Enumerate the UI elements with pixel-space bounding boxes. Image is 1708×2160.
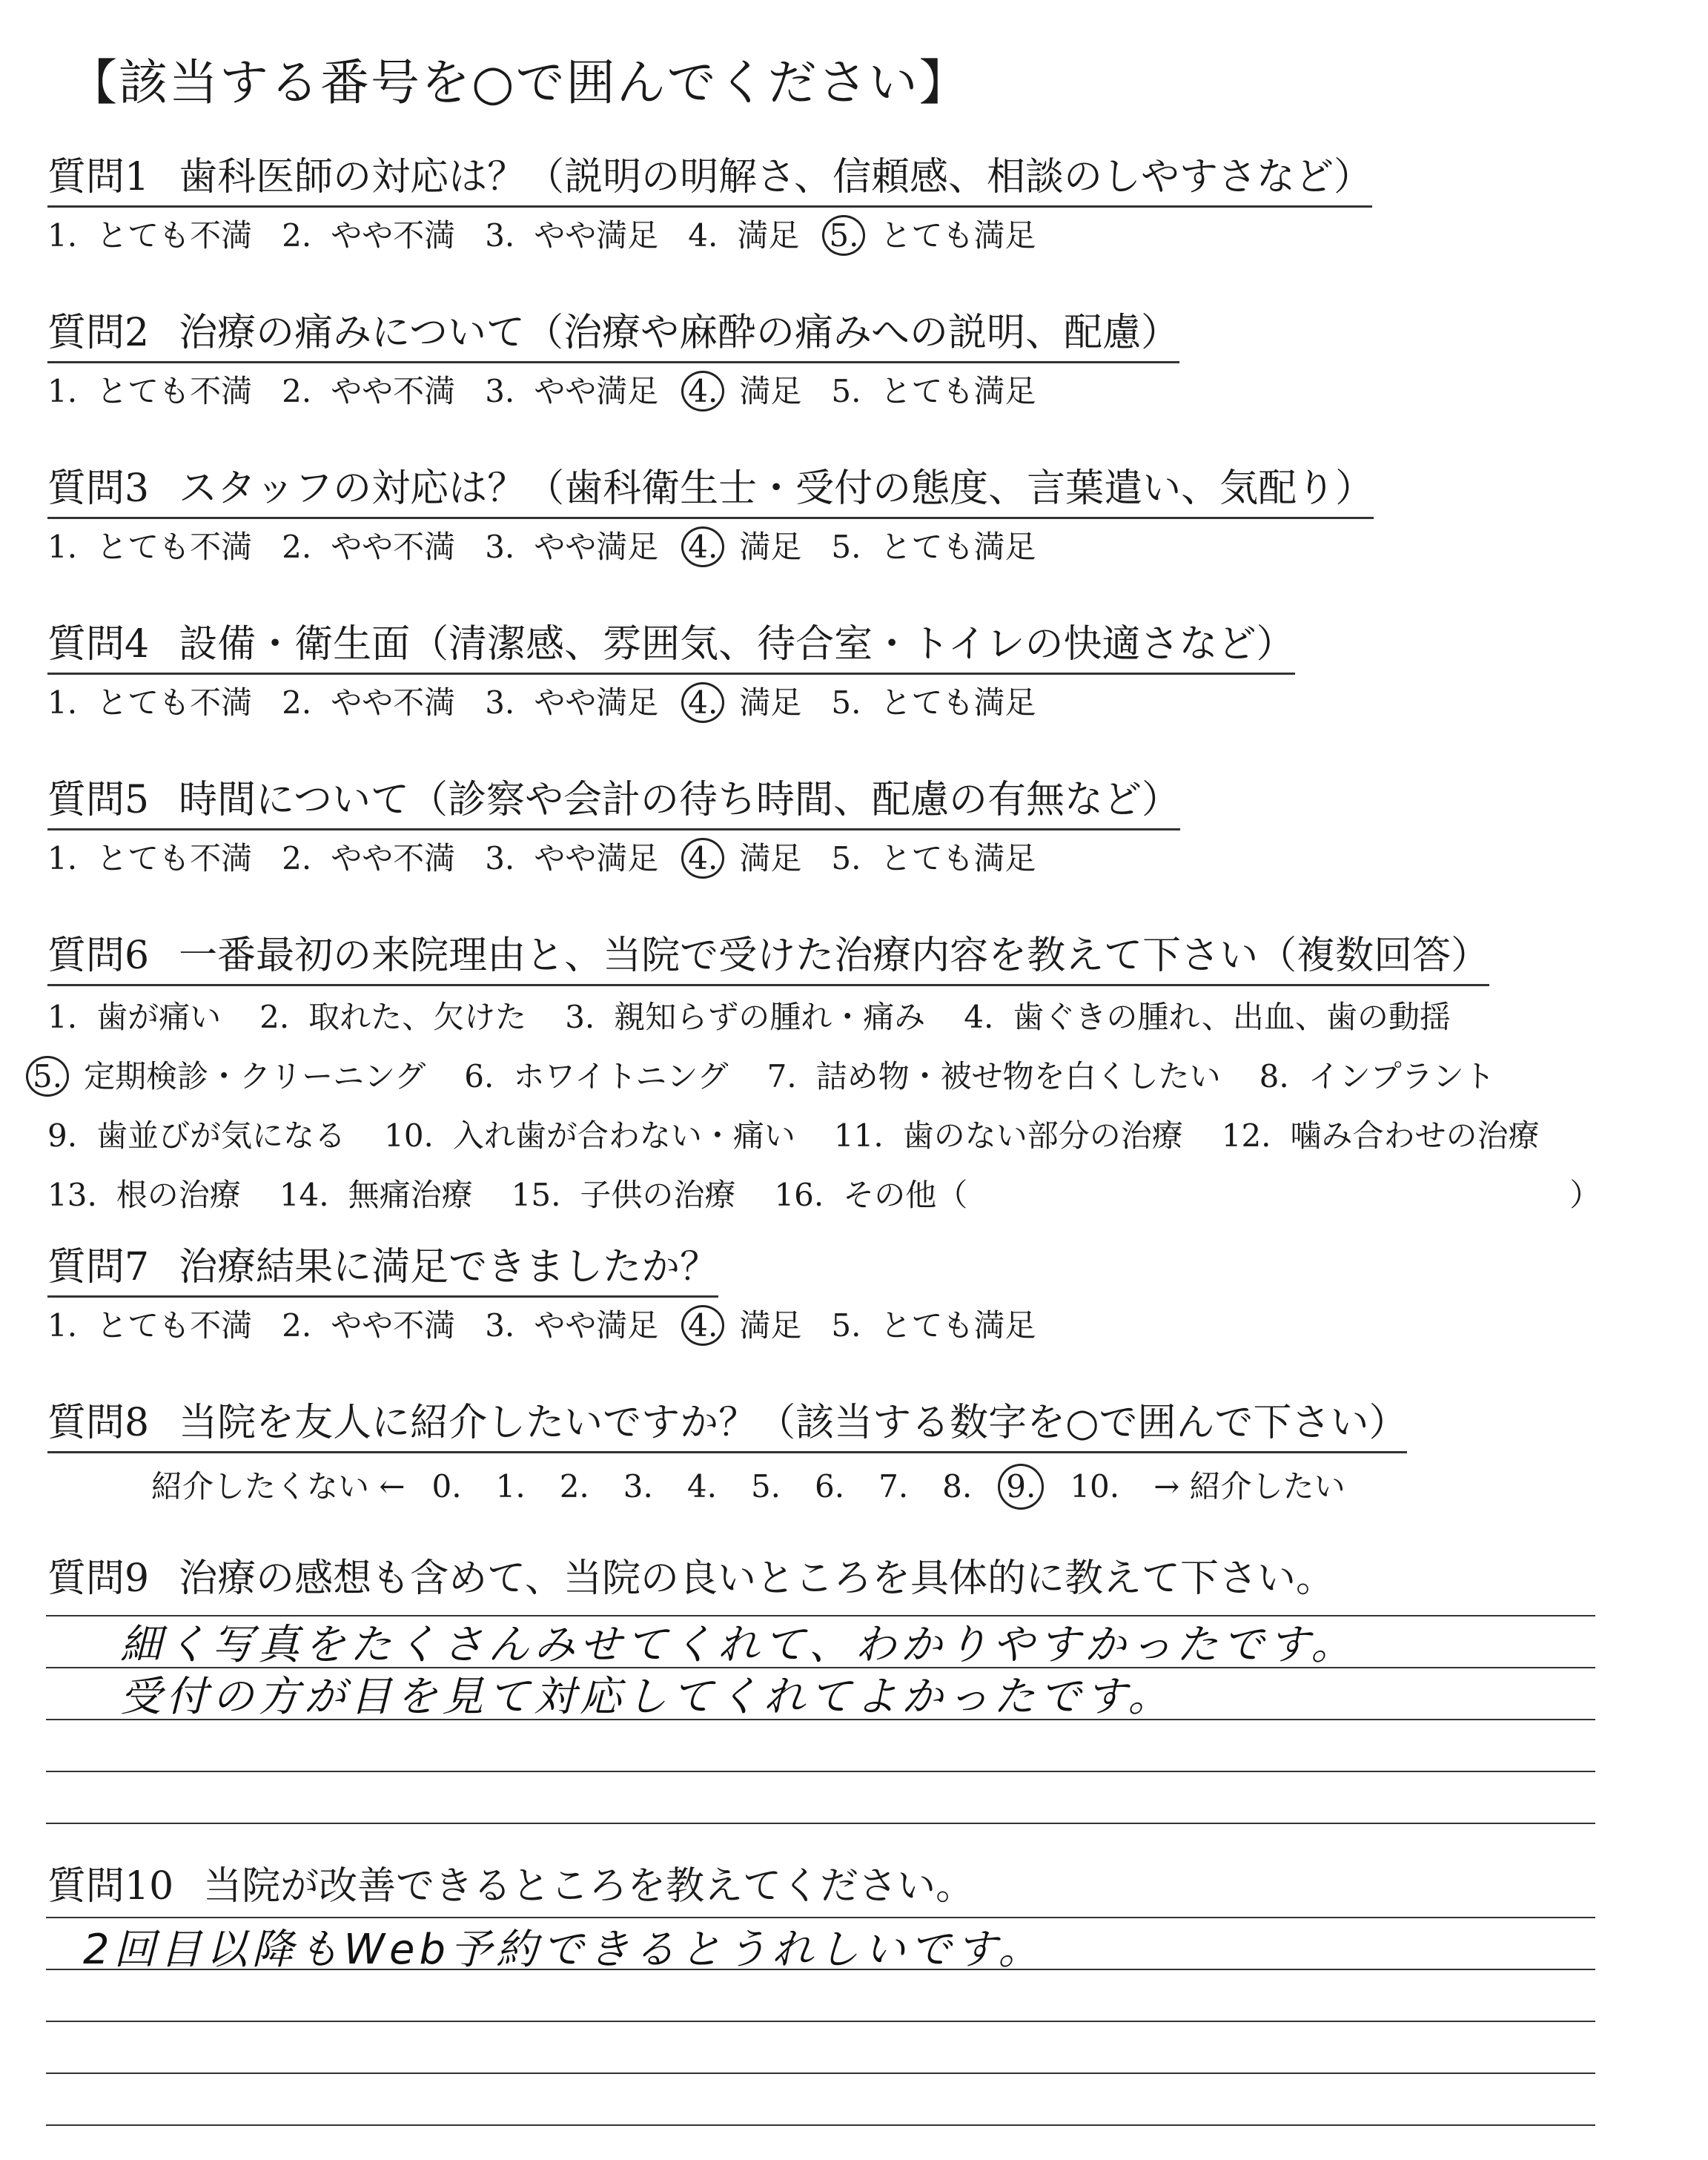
circled-option-number: 4. xyxy=(681,526,724,567)
option-number: 5. xyxy=(831,529,861,565)
rating-options xyxy=(47,215,1372,257)
rating-option-2[interactable] xyxy=(282,1305,455,1347)
option-number: 10. xyxy=(384,1117,434,1154)
question-text: 設備・衛生面（清潔感、雰囲気、待合室・トイレの快適さなど） xyxy=(179,622,1295,667)
question-title xyxy=(47,463,1374,519)
option-number: 2. xyxy=(282,373,312,409)
scale-point[interactable]: 8. xyxy=(942,1468,973,1505)
rating-option-4[interactable] xyxy=(688,1305,801,1347)
rating-option-2[interactable] xyxy=(282,838,455,879)
option-number: 1. xyxy=(47,529,78,565)
option-number: 3. xyxy=(485,840,515,876)
reason-option[interactable] xyxy=(33,1047,426,1106)
question-text: 当院が改善できるところを教えてください。 xyxy=(203,1864,975,1909)
question-number: 質問6 xyxy=(47,934,150,978)
option-label: 子供の治療 xyxy=(580,1177,736,1213)
option-label: 無痛治療 xyxy=(348,1177,473,1213)
question-number: 質問9 xyxy=(47,1556,150,1601)
circled-option-number: 4. xyxy=(681,371,724,412)
rating-options xyxy=(47,838,1180,879)
rating-options xyxy=(47,1305,1065,1347)
question-9 xyxy=(47,1553,1334,1607)
question-number: 質問4 xyxy=(47,622,150,667)
option-number: 3. xyxy=(485,1307,515,1344)
rating-option-3[interactable] xyxy=(485,1305,658,1347)
reason-option[interactable] xyxy=(47,988,221,1047)
option-label: やや満足 xyxy=(534,684,659,721)
option-number: 3. xyxy=(565,999,595,1035)
scale-point[interactable]: 5. xyxy=(750,1468,781,1505)
question-title xyxy=(47,1861,974,1915)
option-label: 噛み合わせの治療 xyxy=(1290,1117,1540,1154)
question-text: 歯科医師の対応は？（説明の明解さ、信頼感、相談のしやすさなど） xyxy=(179,155,1373,199)
answer-line xyxy=(46,2124,1595,2126)
rating-options xyxy=(47,371,1179,412)
circled-option-number: 5. xyxy=(822,215,865,256)
option-number: 3. xyxy=(485,684,515,721)
option-label: 歯が痛い xyxy=(96,999,222,1035)
rating-option-3[interactable] xyxy=(485,838,658,879)
rating-option-4[interactable] xyxy=(688,371,801,412)
rating-option-5[interactable] xyxy=(831,371,1036,412)
option-number: 4. xyxy=(964,999,994,1035)
option-number: 14. xyxy=(279,1177,329,1213)
option-label: 歯並びが気になる xyxy=(96,1117,346,1154)
rating-option-3[interactable] xyxy=(485,526,658,568)
rating-option-2[interactable] xyxy=(282,526,455,568)
reason-option[interactable] xyxy=(47,1106,345,1166)
question-10 xyxy=(47,1861,974,1915)
question-3 xyxy=(47,463,1374,568)
option-number: 5. xyxy=(831,1307,861,1344)
option-number: 5. xyxy=(831,373,861,409)
question-text: スタッフの対応は？（歯科衛生士・受付の態度、言葉遣い、気配り） xyxy=(179,466,1374,511)
question-7 xyxy=(47,1242,1065,1347)
rating-option-4[interactable] xyxy=(688,526,801,568)
scale-point[interactable]: 0. xyxy=(431,1468,462,1505)
question-number: 質問2 xyxy=(47,311,150,355)
question-5 xyxy=(47,775,1180,879)
option-label: とても満足 xyxy=(880,529,1036,565)
option-number: 9. xyxy=(47,1117,78,1154)
question-text: 一番最初の来院理由と、当院で受けた治療内容を教えて下さい（複数回答） xyxy=(179,934,1490,978)
option-number: 7. xyxy=(767,1058,797,1094)
option-label: 満足 xyxy=(737,217,800,254)
reason-option[interactable] xyxy=(384,1106,795,1166)
option-label: 満足 xyxy=(739,373,802,409)
rating-option-1[interactable] xyxy=(47,526,252,568)
answer-area-q10[interactable] xyxy=(46,1909,1603,2147)
rating-option-1[interactable] xyxy=(47,1305,252,1347)
rating-option-5[interactable] xyxy=(829,215,1036,257)
answer-line xyxy=(46,2073,1595,2074)
option-number: 2. xyxy=(282,1307,312,1344)
reason-option[interactable] xyxy=(464,1047,728,1106)
circled-option-number: 4. xyxy=(681,682,724,723)
rating-options xyxy=(47,682,1295,724)
option-label: とても満足 xyxy=(880,373,1036,409)
rating-option-4[interactable] xyxy=(688,838,801,879)
question-title xyxy=(47,152,1372,208)
rating-option-1[interactable] xyxy=(47,215,252,257)
option-label: 満足 xyxy=(739,684,802,721)
question-text: 当院を友人に紹介したいですか？（該当する数字を○で囲んで下さい） xyxy=(179,1401,1408,1445)
option-label: やや不満 xyxy=(331,529,456,565)
option-number: 1. xyxy=(47,684,78,721)
scale-left-label: 紹介したくない ← xyxy=(151,1468,406,1505)
rating-option-5[interactable] xyxy=(831,1305,1036,1347)
option-number: 1. xyxy=(47,373,78,409)
option-number: 3. xyxy=(485,529,515,565)
option-number: 2. xyxy=(282,217,312,254)
question-number: 質問3 xyxy=(47,466,150,511)
option-label: とても不満 xyxy=(96,840,253,876)
option-number: 16. xyxy=(774,1177,824,1213)
scale-point[interactable]: 1. xyxy=(495,1468,526,1505)
option-label: その他（ xyxy=(843,1177,968,1213)
option-label: とても不満 xyxy=(96,1307,253,1344)
question-4 xyxy=(47,619,1295,724)
reason-option[interactable] xyxy=(1222,1106,1540,1166)
question-8 xyxy=(47,1398,1407,1510)
question-text: 治療の感想も含めて、当院の良いところを具体的に教えて下さい。 xyxy=(179,1556,1335,1601)
scale-right-label: → 紹介したい xyxy=(1153,1468,1345,1505)
page-title: 【該当する番号を○で囲んでください】 xyxy=(68,54,970,111)
option-label: やや満足 xyxy=(534,1307,659,1344)
option-label: やや満足 xyxy=(534,840,659,876)
option-label: 取れた、欠けた xyxy=(308,999,527,1035)
answer-area-q9[interactable] xyxy=(46,1602,1603,1839)
option-label: 満足 xyxy=(739,1307,802,1344)
reason-option[interactable] xyxy=(512,1166,736,1225)
option-label: とても満足 xyxy=(880,840,1036,876)
rating-option-5[interactable] xyxy=(831,526,1036,568)
question-number: 質問5 xyxy=(47,778,150,822)
rating-option-4[interactable] xyxy=(688,215,799,257)
option-number: 2. xyxy=(259,999,290,1035)
option-label: 詰め物・被せ物を白くしたい xyxy=(815,1058,1221,1094)
option-label: 満足 xyxy=(739,529,802,565)
question-6 xyxy=(33,931,1601,1225)
multi-answer-options xyxy=(33,988,1601,1225)
rating-option-4[interactable] xyxy=(688,682,801,724)
question-title xyxy=(47,619,1295,675)
reason-option[interactable] xyxy=(47,1166,241,1225)
rating-options xyxy=(47,526,1374,568)
question-text: 治療結果に満足できましたか？ xyxy=(179,1245,719,1289)
scale-point[interactable]: 10. xyxy=(1070,1468,1120,1505)
option-label: ホワイトニング xyxy=(513,1058,729,1094)
option-label: 根の治療 xyxy=(116,1177,241,1213)
option-label: 満足 xyxy=(739,840,802,876)
option-label: やや不満 xyxy=(331,1307,456,1344)
question-title xyxy=(47,1553,1334,1607)
option-label: とても不満 xyxy=(96,373,253,409)
option-label: やや満足 xyxy=(534,373,659,409)
question-1 xyxy=(47,152,1372,257)
circled-option-number: 5. xyxy=(26,1056,69,1097)
option-label: とても満足 xyxy=(880,217,1036,254)
option-label: やや満足 xyxy=(534,217,659,254)
rating-option-5[interactable] xyxy=(831,682,1036,724)
option-label: 入れ歯が合わない・痛い xyxy=(452,1117,795,1154)
option-number: 5. xyxy=(831,840,861,876)
reason-option[interactable] xyxy=(767,1047,1221,1106)
rating-option-3[interactable] xyxy=(485,371,658,412)
option-number: 6. xyxy=(464,1058,494,1094)
question-text: 時間について（診察や会計の待ち時間、配慮の有無など） xyxy=(179,778,1181,822)
option-number: 13. xyxy=(47,1177,97,1213)
rating-option-2[interactable] xyxy=(282,215,455,257)
scale-point[interactable]: 7. xyxy=(878,1468,909,1505)
question-number: 質問8 xyxy=(47,1401,150,1445)
reason-option[interactable] xyxy=(259,988,526,1047)
rating-option-1[interactable] xyxy=(47,682,252,724)
reason-option[interactable] xyxy=(279,1166,473,1225)
option-number: 2. xyxy=(282,529,312,565)
handwritten-answer: 細く写真をたくさんみせてくれて、わかりやすかったです。 xyxy=(120,1621,1357,1669)
option-label: やや不満 xyxy=(331,373,456,409)
option-label: 歯ぐきの腫れ、出血、歯の動揺 xyxy=(1013,999,1451,1035)
option-label: とても満足 xyxy=(880,1307,1036,1344)
option-label: インプラント xyxy=(1308,1058,1495,1094)
option-label: 親知らずの腫れ・痛み xyxy=(614,999,926,1035)
rating-option-3[interactable] xyxy=(485,682,658,724)
question-title xyxy=(47,1242,718,1298)
option-row xyxy=(47,1166,1601,1225)
question-text: 治療の痛みについて（治療や麻酔の痛みへの説明、配慮） xyxy=(179,311,1180,355)
answer-line xyxy=(46,1771,1595,1772)
option-label: やや満足 xyxy=(534,529,659,565)
answer-line xyxy=(46,2021,1595,2022)
option-label: とても不満 xyxy=(96,684,253,721)
scale-point[interactable]: 4. xyxy=(686,1468,717,1505)
option-label: やや不満 xyxy=(331,684,456,721)
option-label: やや不満 xyxy=(331,840,456,876)
rating-option-5[interactable] xyxy=(831,838,1036,879)
reason-option[interactable] xyxy=(834,1106,1183,1166)
option-row xyxy=(47,988,1601,1047)
option-number: 1. xyxy=(47,217,78,254)
option-label: 歯のない部分の治療 xyxy=(902,1117,1183,1154)
option-number: 12. xyxy=(1221,1117,1271,1154)
option-number: 1. xyxy=(47,840,78,876)
rating-option-1[interactable] xyxy=(47,838,252,879)
scale-point[interactable]: 2. xyxy=(559,1468,589,1505)
option-label: とても満足 xyxy=(880,684,1036,721)
reason-option[interactable] xyxy=(964,988,1451,1047)
option-row xyxy=(33,1047,1601,1106)
question-title xyxy=(47,931,1489,986)
option-label: 定期検診・クリーニング xyxy=(84,1058,426,1094)
rating-option-3[interactable] xyxy=(485,215,658,257)
option-label: やや不満 xyxy=(331,217,456,254)
answer-line xyxy=(46,1823,1595,1824)
scale-point[interactable]: 6. xyxy=(815,1468,845,1505)
question-title xyxy=(47,775,1180,830)
question-number: 質問7 xyxy=(47,1245,150,1289)
option-number: 4. xyxy=(688,217,718,254)
option-label: とても不満 xyxy=(96,529,253,565)
option-number: 3. xyxy=(485,217,515,254)
reason-option[interactable] xyxy=(1260,1047,1495,1106)
question-title xyxy=(47,1398,1407,1453)
option-number: 8. xyxy=(1259,1058,1289,1094)
option-number: 1. xyxy=(47,1307,78,1344)
option-number: 2. xyxy=(282,684,312,721)
scale-point[interactable]: 3. xyxy=(623,1468,653,1505)
rating-option-1[interactable] xyxy=(47,371,252,412)
other-paren-close: ） xyxy=(1569,1177,1601,1213)
handwritten-answer: 2回目以降もWeb予約できるとうれしいです。 xyxy=(83,1926,1045,1974)
option-number: 11. xyxy=(833,1117,884,1154)
reason-option[interactable] xyxy=(565,988,925,1047)
option-number: 3. xyxy=(485,373,515,409)
option-number: 15. xyxy=(511,1177,561,1213)
rating-option-2[interactable] xyxy=(282,682,455,724)
handwritten-answer: 受付の方が目を見て対応してくれてよかったです。 xyxy=(120,1673,1174,1721)
question-number: 質問1 xyxy=(47,155,150,199)
option-label: とても不満 xyxy=(96,217,253,254)
option-number: 2. xyxy=(282,840,312,876)
scale-point-circled[interactable]: 9. xyxy=(998,1464,1044,1510)
question-number: 質問10 xyxy=(47,1864,174,1909)
circled-option-number: 4. xyxy=(681,838,724,879)
option-row xyxy=(47,1106,1601,1166)
recommend-scale xyxy=(47,1464,1407,1510)
option-number: 5. xyxy=(831,684,861,721)
question-title xyxy=(47,308,1179,363)
rating-option-2[interactable] xyxy=(282,371,455,412)
circled-option-number: 4. xyxy=(681,1305,724,1346)
reason-option[interactable] xyxy=(774,1166,967,1225)
question-2 xyxy=(47,308,1179,412)
option-number: 1. xyxy=(47,999,78,1035)
